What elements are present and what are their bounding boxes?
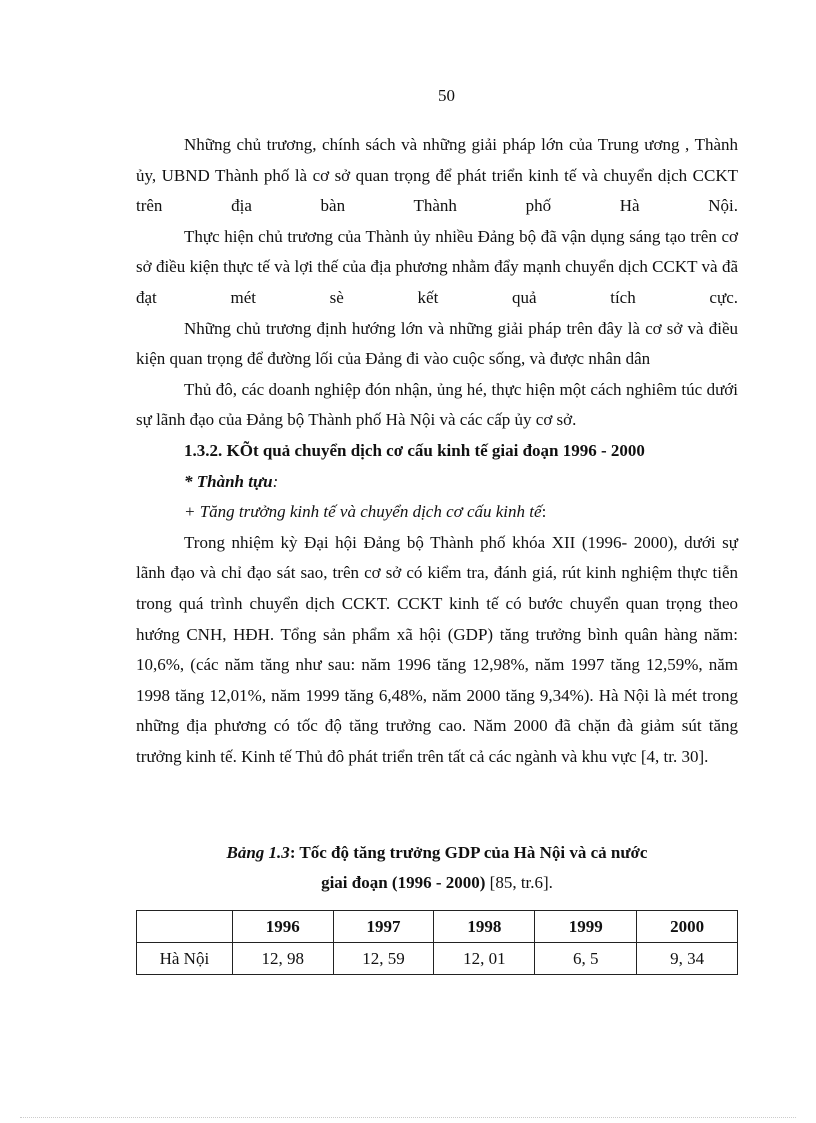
paragraph-orientation: Những chủ trương định hướng lớn và những giải pháp trên đây là cơ sở và điều kiện quan trọng để đường lối của Đảng đi vào cuộc sống, và được nhân dân (136, 318, 738, 369)
achievements-colon: : (272, 471, 279, 491)
paragraph-reception: Thủ đô, các doanh nghiệp đón nhận, ủng hé, thực hiện một cách nghiêm túc dưới sự lãnh đạo của Đảng bộ Thành phố Hà Nội và các cấp ủy cơ sở. (136, 379, 738, 430)
table-header-row (137, 911, 738, 943)
table-caption-line-2 (136, 868, 738, 898)
section-heading: 1.3.2. KÕt quả chuyển dịch cơ cấu kinh tế giai đoạn 1996 - 2000 (184, 440, 645, 460)
table-caption (136, 838, 738, 898)
growth-colon: : (541, 502, 547, 522)
table-cell: 12, 98 (232, 943, 333, 975)
table-header-cell: 1998 (434, 911, 535, 943)
gdp-growth-table (136, 910, 738, 975)
table-row (137, 943, 738, 975)
paragraph-gdp-growth: Trong nhiệm kỳ Đại hội Đảng bộ Thành phố khóa XII (1996- 2000), dưới sự lãnh đạo và chỉ đạo sát sao, trên cơ sở có kiểm tra, đánh giá, rút kinh nghiệm thực tiễn trong quá trình chuyển dịch CCKT. CCKT kinh tế có bước chuyển quan trọng theo hướng CNH, HĐH. Tổng sản phẩm xã hội (GDP) tăng trưởng bình quân hàng năm: 10,6%, (các năm tăng như sau: năm 1996 tăng 12,98%, năm 1997 tăng 12,59%, năm 1998 tăng 12,01%, năm 1999 tăng 6,48%, năm 2000 tăng 9,34%). Hà Nội là mét trong những địa phương có tốc độ tăng trưởng cao. Năm 2000 đã chặn đà giảm sút tăng trưởng kinh tế. Kinh tế Thủ đô phát triển trên tất cả các ngành và khu vực [4, tr. 30]. (136, 532, 738, 766)
table-cell: 9, 34 (637, 943, 738, 975)
table-row-label: Hà Nội (137, 943, 233, 975)
table-caption-source: [85, tr.6]. (485, 873, 553, 892)
page-bottom-rule (20, 1117, 796, 1118)
table-header-cell: 1996 (232, 911, 333, 943)
growth-label: + Tăng trưởng kinh tế và chuyển dịch cơ cấu kinh tế (184, 502, 542, 522)
paragraph-leadership-policies: Những chủ trương, chính sách và những giải pháp lớn của Trung ương , Thành ủy, UBND Thành phố là cơ sở quan trọng để phát triển kinh tế và chuyển dịch CCKT trên địa bàn Thành phố Hà Nội. (136, 135, 738, 216)
table-caption-line-1 (136, 838, 738, 868)
table-cell: 12, 01 (434, 943, 535, 975)
table-caption-label: Bảng 1.3 (226, 843, 290, 862)
achievements-subheading (136, 467, 738, 498)
paragraph-implementation: Thực hiện chủ trương của Thành ủy nhiều Đảng bộ đã vận dụng sáng tạo trên cơ sở điều kiện thực tế và lợi thế của địa phương nhằm đẩy mạnh chuyển dịch CCKT và đã đạt mét sè kết quả tích cực. (136, 226, 738, 307)
body-text-top (136, 130, 738, 772)
table-header-cell: 2000 (637, 911, 738, 943)
page-number: 50 (438, 86, 455, 105)
table-caption-title-2: giai đoạn (1996 - 2000) (321, 873, 486, 892)
achievements-label: * Thành tựu (184, 471, 273, 491)
table-cell: 6, 5 (535, 943, 637, 975)
table-cell: 12, 59 (333, 943, 434, 975)
table-header-cell: 1999 (535, 911, 637, 943)
growth-subheading (136, 497, 738, 528)
table-header-cell: 1997 (333, 911, 434, 943)
table-caption-title-1: : Tốc độ tăng trưởng GDP của Hà Nội và cả nước (289, 843, 648, 862)
table-corner-cell (137, 911, 233, 943)
